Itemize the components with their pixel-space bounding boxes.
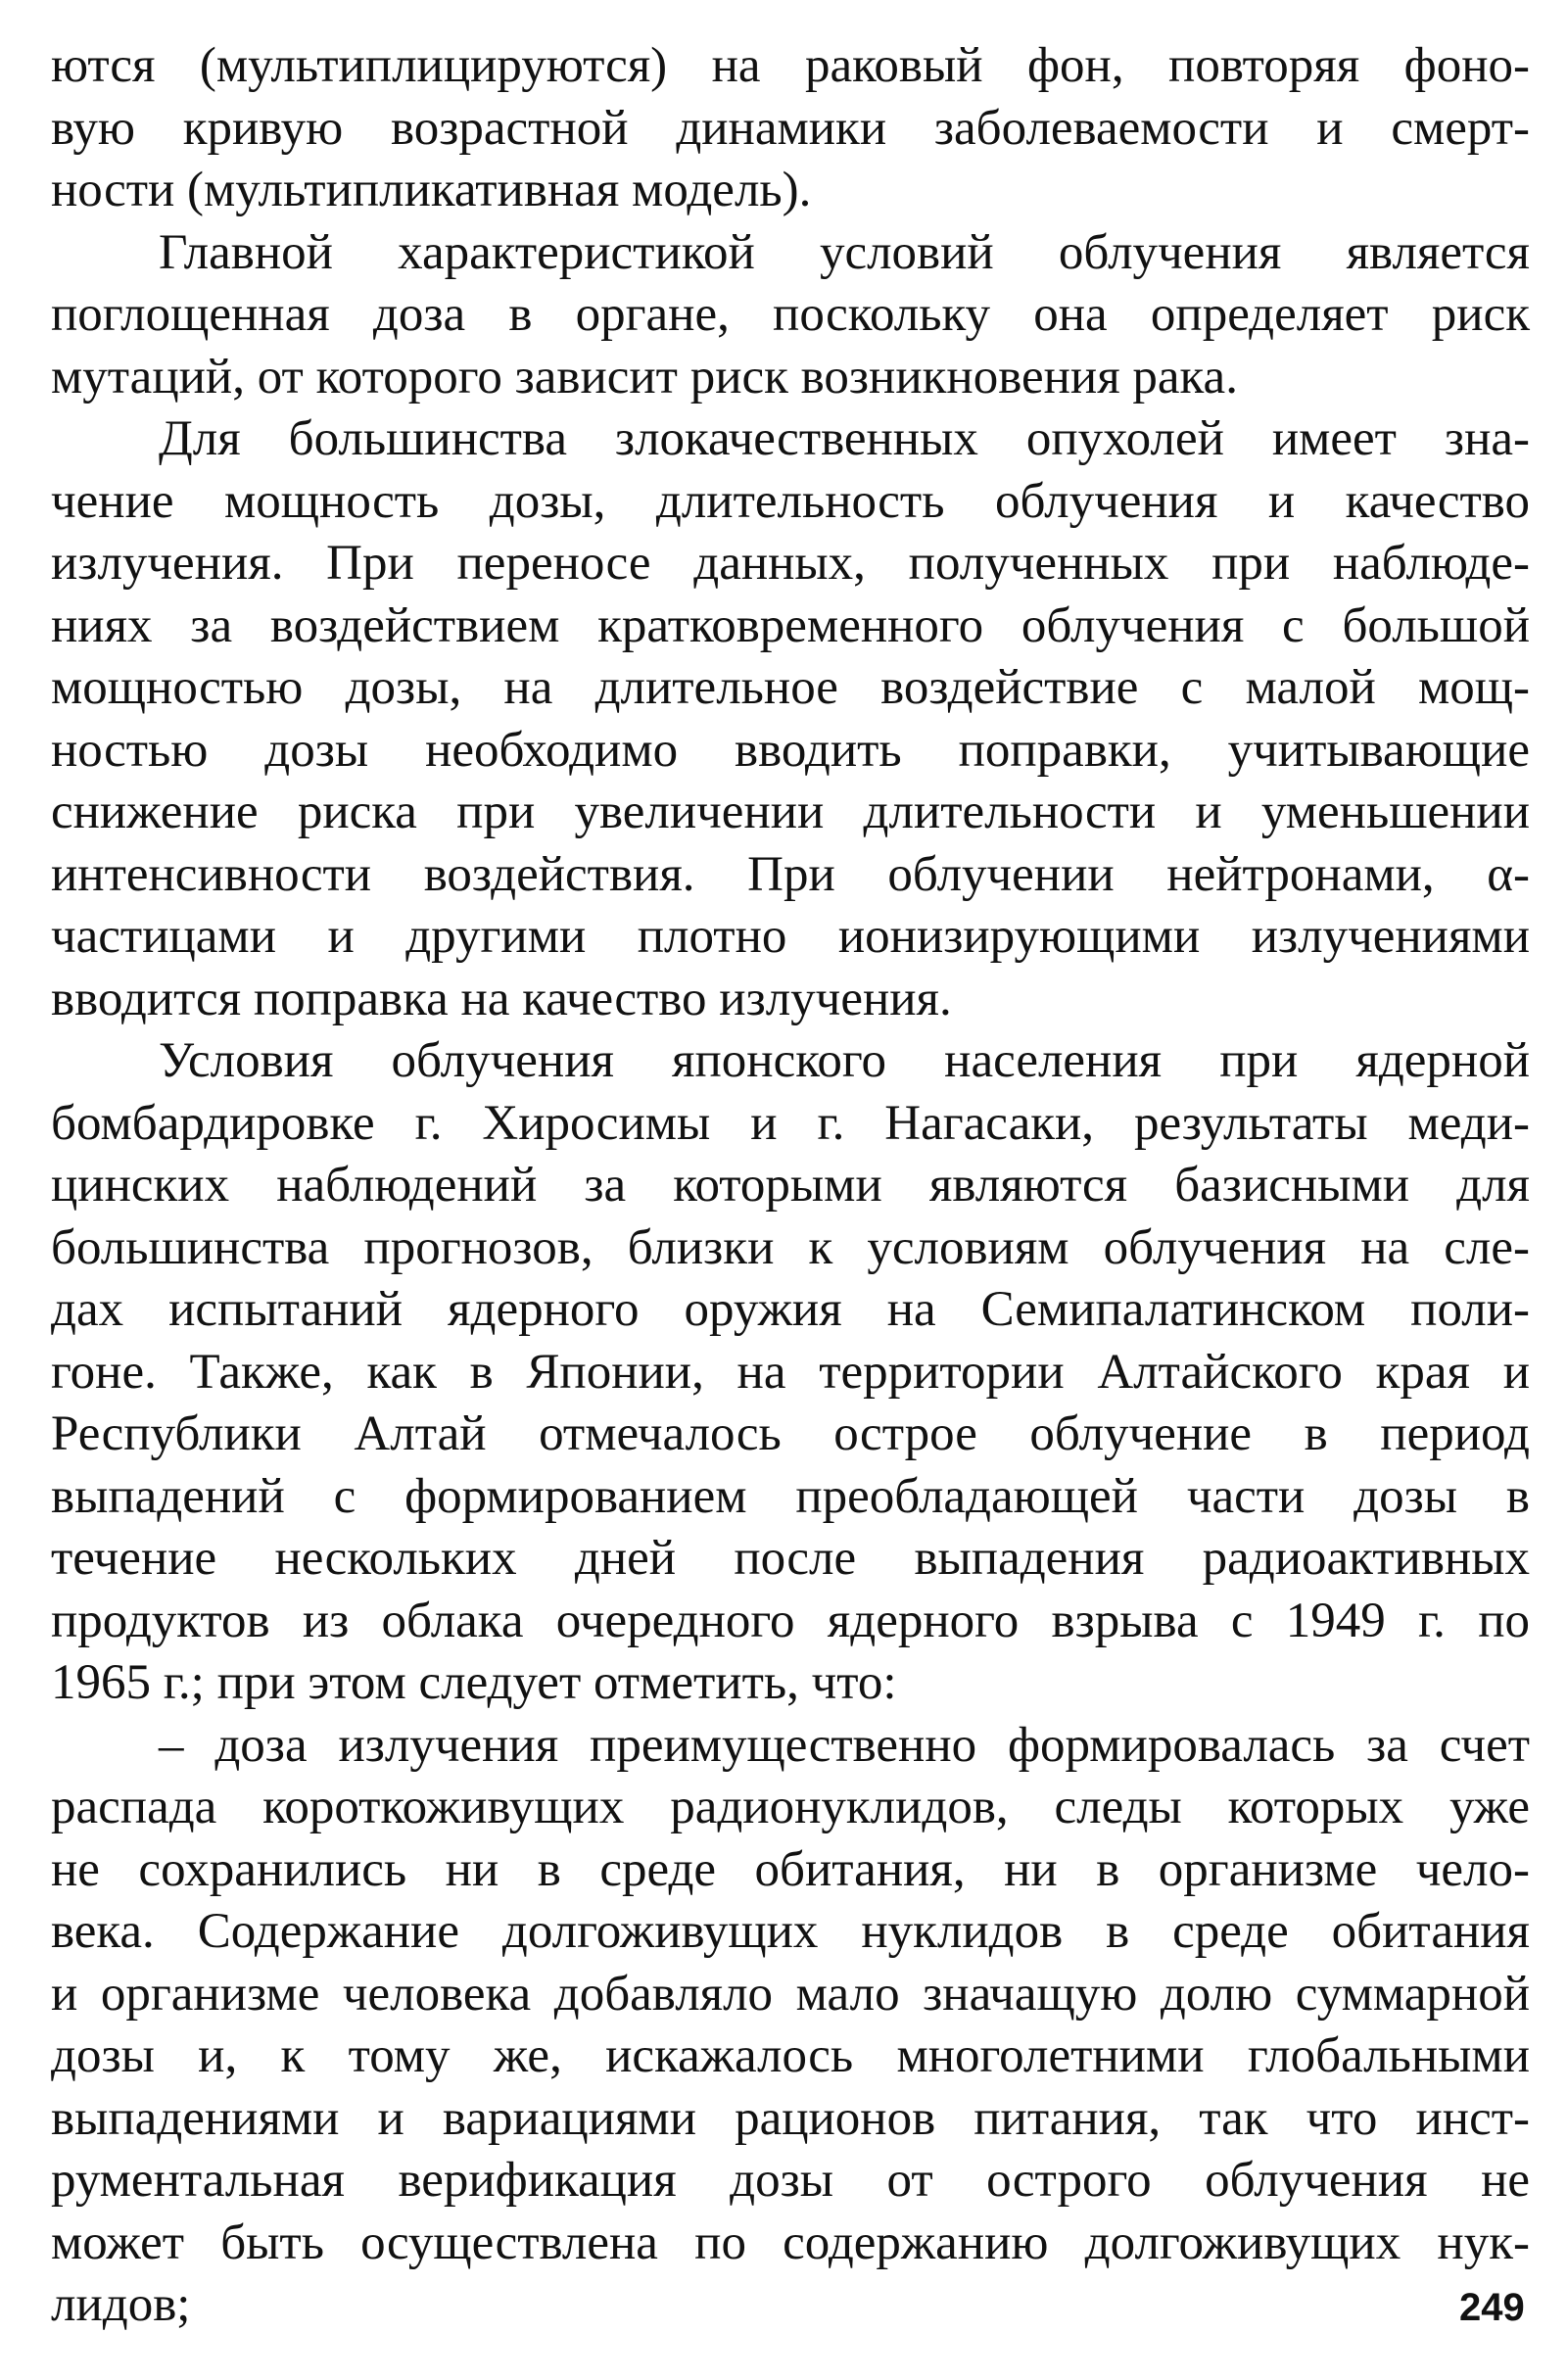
text-line: мутаций, от которого зависит риск возникновения рака. [51,349,1238,405]
text-line: дозы и, к тому же, искажалось многолетними глобальными [51,2028,1530,2083]
text-line: распада короткоживущих радионуклидов, следы которых уже [51,1780,1530,1834]
text-line: выпадениями и вариациями рационов питания, так что инст- [51,2090,1530,2146]
text-line: может быть осуществлена по содержанию долгоживущих нук- [51,2214,1530,2270]
text-line: рументальная верификация дозы от острого облучения не [51,2153,1530,2208]
text-line: дах испытаний ядерного оружия на Семипалатинском поли- [51,1282,1530,1337]
text-line: интенсивности воздействия. При облучении нейтронами, α- [51,846,1530,902]
text-line: – доза излучения преимущественно формировалась за счет [159,1717,1530,1773]
text-line: 1965 г.; при этом следует отметить, что: [51,1655,897,1710]
text-line: лидов; [51,2277,191,2332]
document-body [51,35,1530,2337]
text-line: частицами и другими плотно ионизирующими излучениями [51,909,1530,964]
text-line: поглощенная доза в органе, поскольку она определяет риск [51,287,1530,342]
text-line: ются (мультиплицируются) на раковый фон, повторяя фоно- [51,38,1530,93]
text-line: Республики Алтай отмечалось острое облучение в период [51,1406,1530,1461]
text-line: Для большинства злокачественных опухолей имеет зна- [159,411,1530,466]
text-line: выпадений с формированием преобладающей части дозы в [51,1468,1530,1524]
text-line: ностью дозы необходимо вводить поправки, учитывающие [51,722,1530,778]
text-line: большинства прогнозов, близки к условиям облучения на сле- [51,1219,1530,1275]
text-line: бомбардировке г. Хиросимы и г. Нагасаки, результаты меди- [51,1095,1530,1151]
paragraph-5 [51,1715,1530,2337]
paragraph-1 [51,35,1530,222]
text-line: века. Содержание долгоживущих нуклидов в среде обитания [51,1904,1530,1959]
text-line: продуктов из облака очередного ядерного взрыва с 1949 г. по [51,1593,1530,1648]
text-line: Условия облучения японского населения при ядерной [159,1033,1530,1088]
text-line: гоне. Также, как в Японии, на территории Алтайского края и [51,1344,1530,1400]
text-line: снижение риска при увеличении длительности и уменьшении [51,785,1530,839]
text-line: Главной характеристикой условий облучения является [159,224,1530,280]
text-line: вую кривую возрастной динамики заболеваемости и смерт- [51,100,1530,156]
text-line: мощностью дозы, на длительное воздействие с малой мощ- [51,660,1530,715]
paragraph-3 [51,408,1530,1030]
text-line: ности (мультипликативная модель). [51,163,812,217]
text-line: и организме человека добавляло мало значащую долю суммарной [51,1966,1530,2022]
text-line: излучения. При переносе данных, полученных при наблюде- [51,536,1530,591]
text-line: вводится поправка на качество излучения. [51,971,952,1026]
paragraph-4 [51,1030,1530,1715]
text-line: течение нескольких дней после выпадения радиоактивных [51,1531,1530,1586]
text-line: чение мощность дозы, длительность облучения и качество [51,473,1530,529]
page-number: 249 [1459,2286,1525,2329]
text-line: ниях за воздействием кратковременного облучения с большой [51,597,1530,653]
text-line: не сохранились ни в среде обитания, ни в организме чело- [51,1841,1530,1897]
text-line: цинских наблюдений за которыми являются базисными для [51,1158,1530,1213]
paragraph-2 [51,222,1530,409]
